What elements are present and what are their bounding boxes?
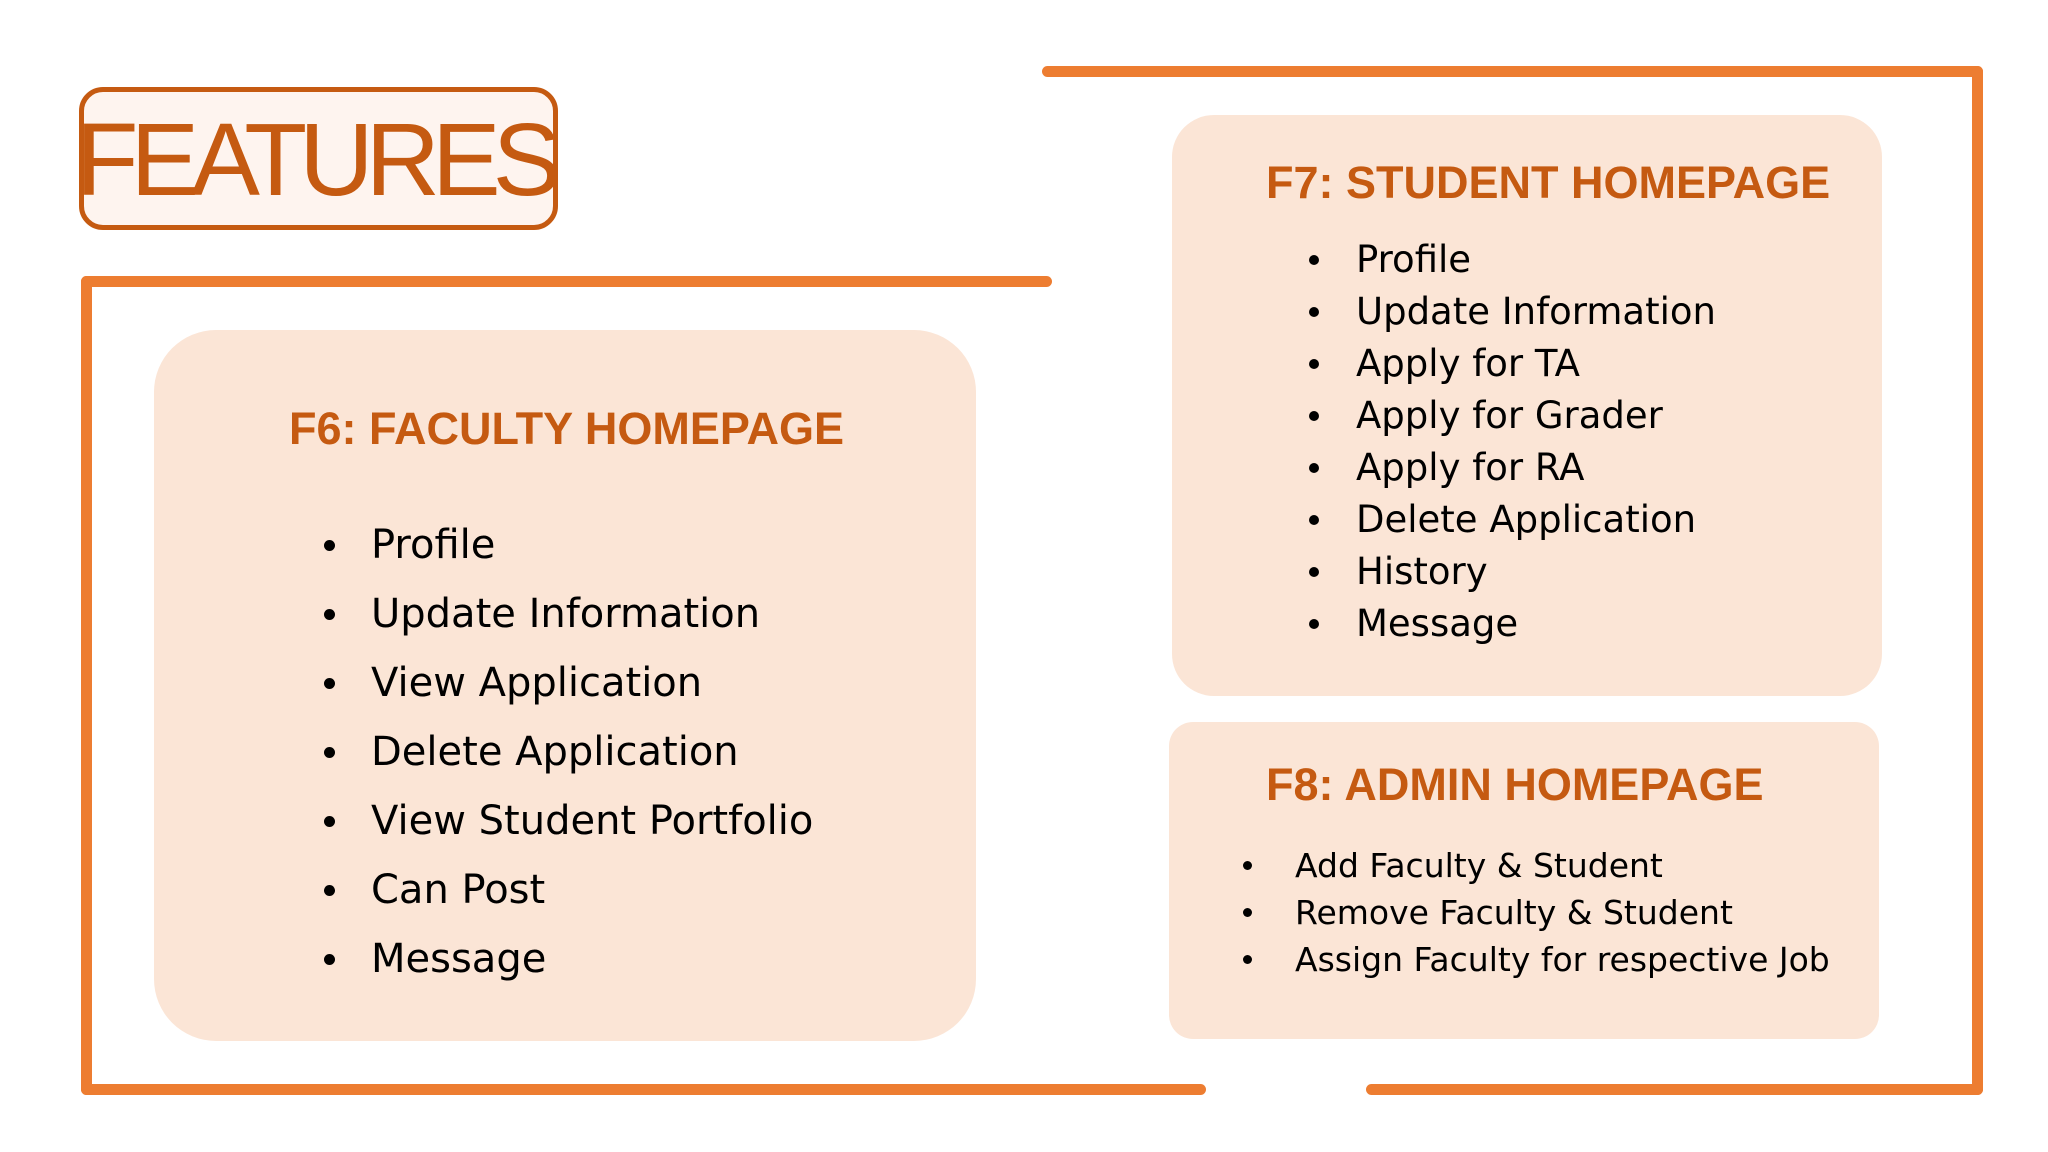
list-item xyxy=(324,511,813,580)
admin-feature-list xyxy=(1243,842,1830,983)
bullet-icon xyxy=(1309,567,1319,577)
list-item-label: Assign Faculty for respective Job xyxy=(1295,940,1830,979)
student-feature-list xyxy=(1309,234,1716,650)
list-item-label: Delete Application xyxy=(371,729,739,775)
list-item-label: Message xyxy=(1356,602,1519,645)
admin-homepage-heading: F8: ADMIN HOMEPAGE xyxy=(1266,759,1764,810)
slide-title-box xyxy=(75,87,558,230)
frame-left-rule xyxy=(81,276,92,1095)
list-item-label: Can Post xyxy=(371,867,546,913)
list-item xyxy=(1243,842,1830,889)
list-item-label: View Application xyxy=(371,660,703,706)
bullet-icon xyxy=(1309,359,1319,369)
bullet-icon xyxy=(324,678,335,689)
list-item-label: Remove Faculty & Student xyxy=(1295,893,1733,932)
list-item xyxy=(1309,390,1716,442)
bullet-icon xyxy=(324,885,335,896)
list-item xyxy=(1309,494,1716,546)
bullet-icon xyxy=(1309,515,1319,525)
list-item xyxy=(324,718,813,787)
bullet-icon xyxy=(1309,411,1319,421)
list-item xyxy=(324,925,813,994)
bullet-icon xyxy=(1309,463,1319,473)
list-item-label: Update Information xyxy=(371,591,761,637)
list-item xyxy=(324,580,813,649)
list-item xyxy=(1309,546,1716,598)
student-homepage-heading: F7: STUDENT HOMEPAGE xyxy=(1266,157,1831,208)
bullet-icon xyxy=(1309,255,1319,265)
bullet-icon xyxy=(324,816,335,827)
list-item xyxy=(1309,598,1716,650)
bullet-icon xyxy=(1309,307,1319,317)
bullet-icon xyxy=(1243,955,1252,964)
slide-title: FEATURES xyxy=(75,102,554,217)
student-homepage-panel xyxy=(1172,115,1882,696)
bullet-icon xyxy=(1243,861,1252,870)
list-item-label: Apply for TA xyxy=(1356,342,1580,385)
list-item xyxy=(324,856,813,925)
bullet-icon xyxy=(324,609,335,620)
list-item xyxy=(1309,442,1716,494)
frame-bottom-left-rule xyxy=(81,1084,1206,1095)
bullet-icon xyxy=(1309,619,1319,629)
list-item-label: Delete Application xyxy=(1356,498,1697,541)
list-item xyxy=(1309,234,1716,286)
list-item-label: Add Faculty & Student xyxy=(1295,846,1663,885)
list-item xyxy=(324,649,813,718)
frame-right-rule xyxy=(1972,66,1983,1095)
bullet-icon xyxy=(324,540,335,551)
admin-homepage-panel xyxy=(1169,722,1879,1039)
list-item xyxy=(1309,338,1716,390)
bullet-icon xyxy=(324,747,335,758)
faculty-feature-list xyxy=(324,511,813,994)
list-item-label: Apply for RA xyxy=(1356,446,1585,489)
list-item-label: Profile xyxy=(371,522,496,568)
list-item-label: Message xyxy=(371,936,547,982)
list-item xyxy=(1309,286,1716,338)
bullet-icon xyxy=(324,954,335,965)
list-item xyxy=(324,787,813,856)
list-item-label: View Student Portfolio xyxy=(371,798,814,844)
list-item-label: Update Information xyxy=(1356,290,1716,333)
frame-top-right-rule xyxy=(1042,66,1983,77)
list-item xyxy=(1243,936,1830,983)
list-item xyxy=(1243,889,1830,936)
frame-top-left-rule xyxy=(81,276,1052,287)
bullet-icon xyxy=(1243,908,1252,917)
faculty-homepage-heading: F6: FACULTY HOMEPAGE xyxy=(289,403,845,454)
faculty-homepage-panel xyxy=(154,330,976,1041)
list-item-label: Profile xyxy=(1356,238,1472,281)
list-item-label: History xyxy=(1356,550,1488,593)
frame-bottom-right-rule xyxy=(1366,1084,1983,1095)
list-item-label: Apply for Grader xyxy=(1356,394,1663,437)
